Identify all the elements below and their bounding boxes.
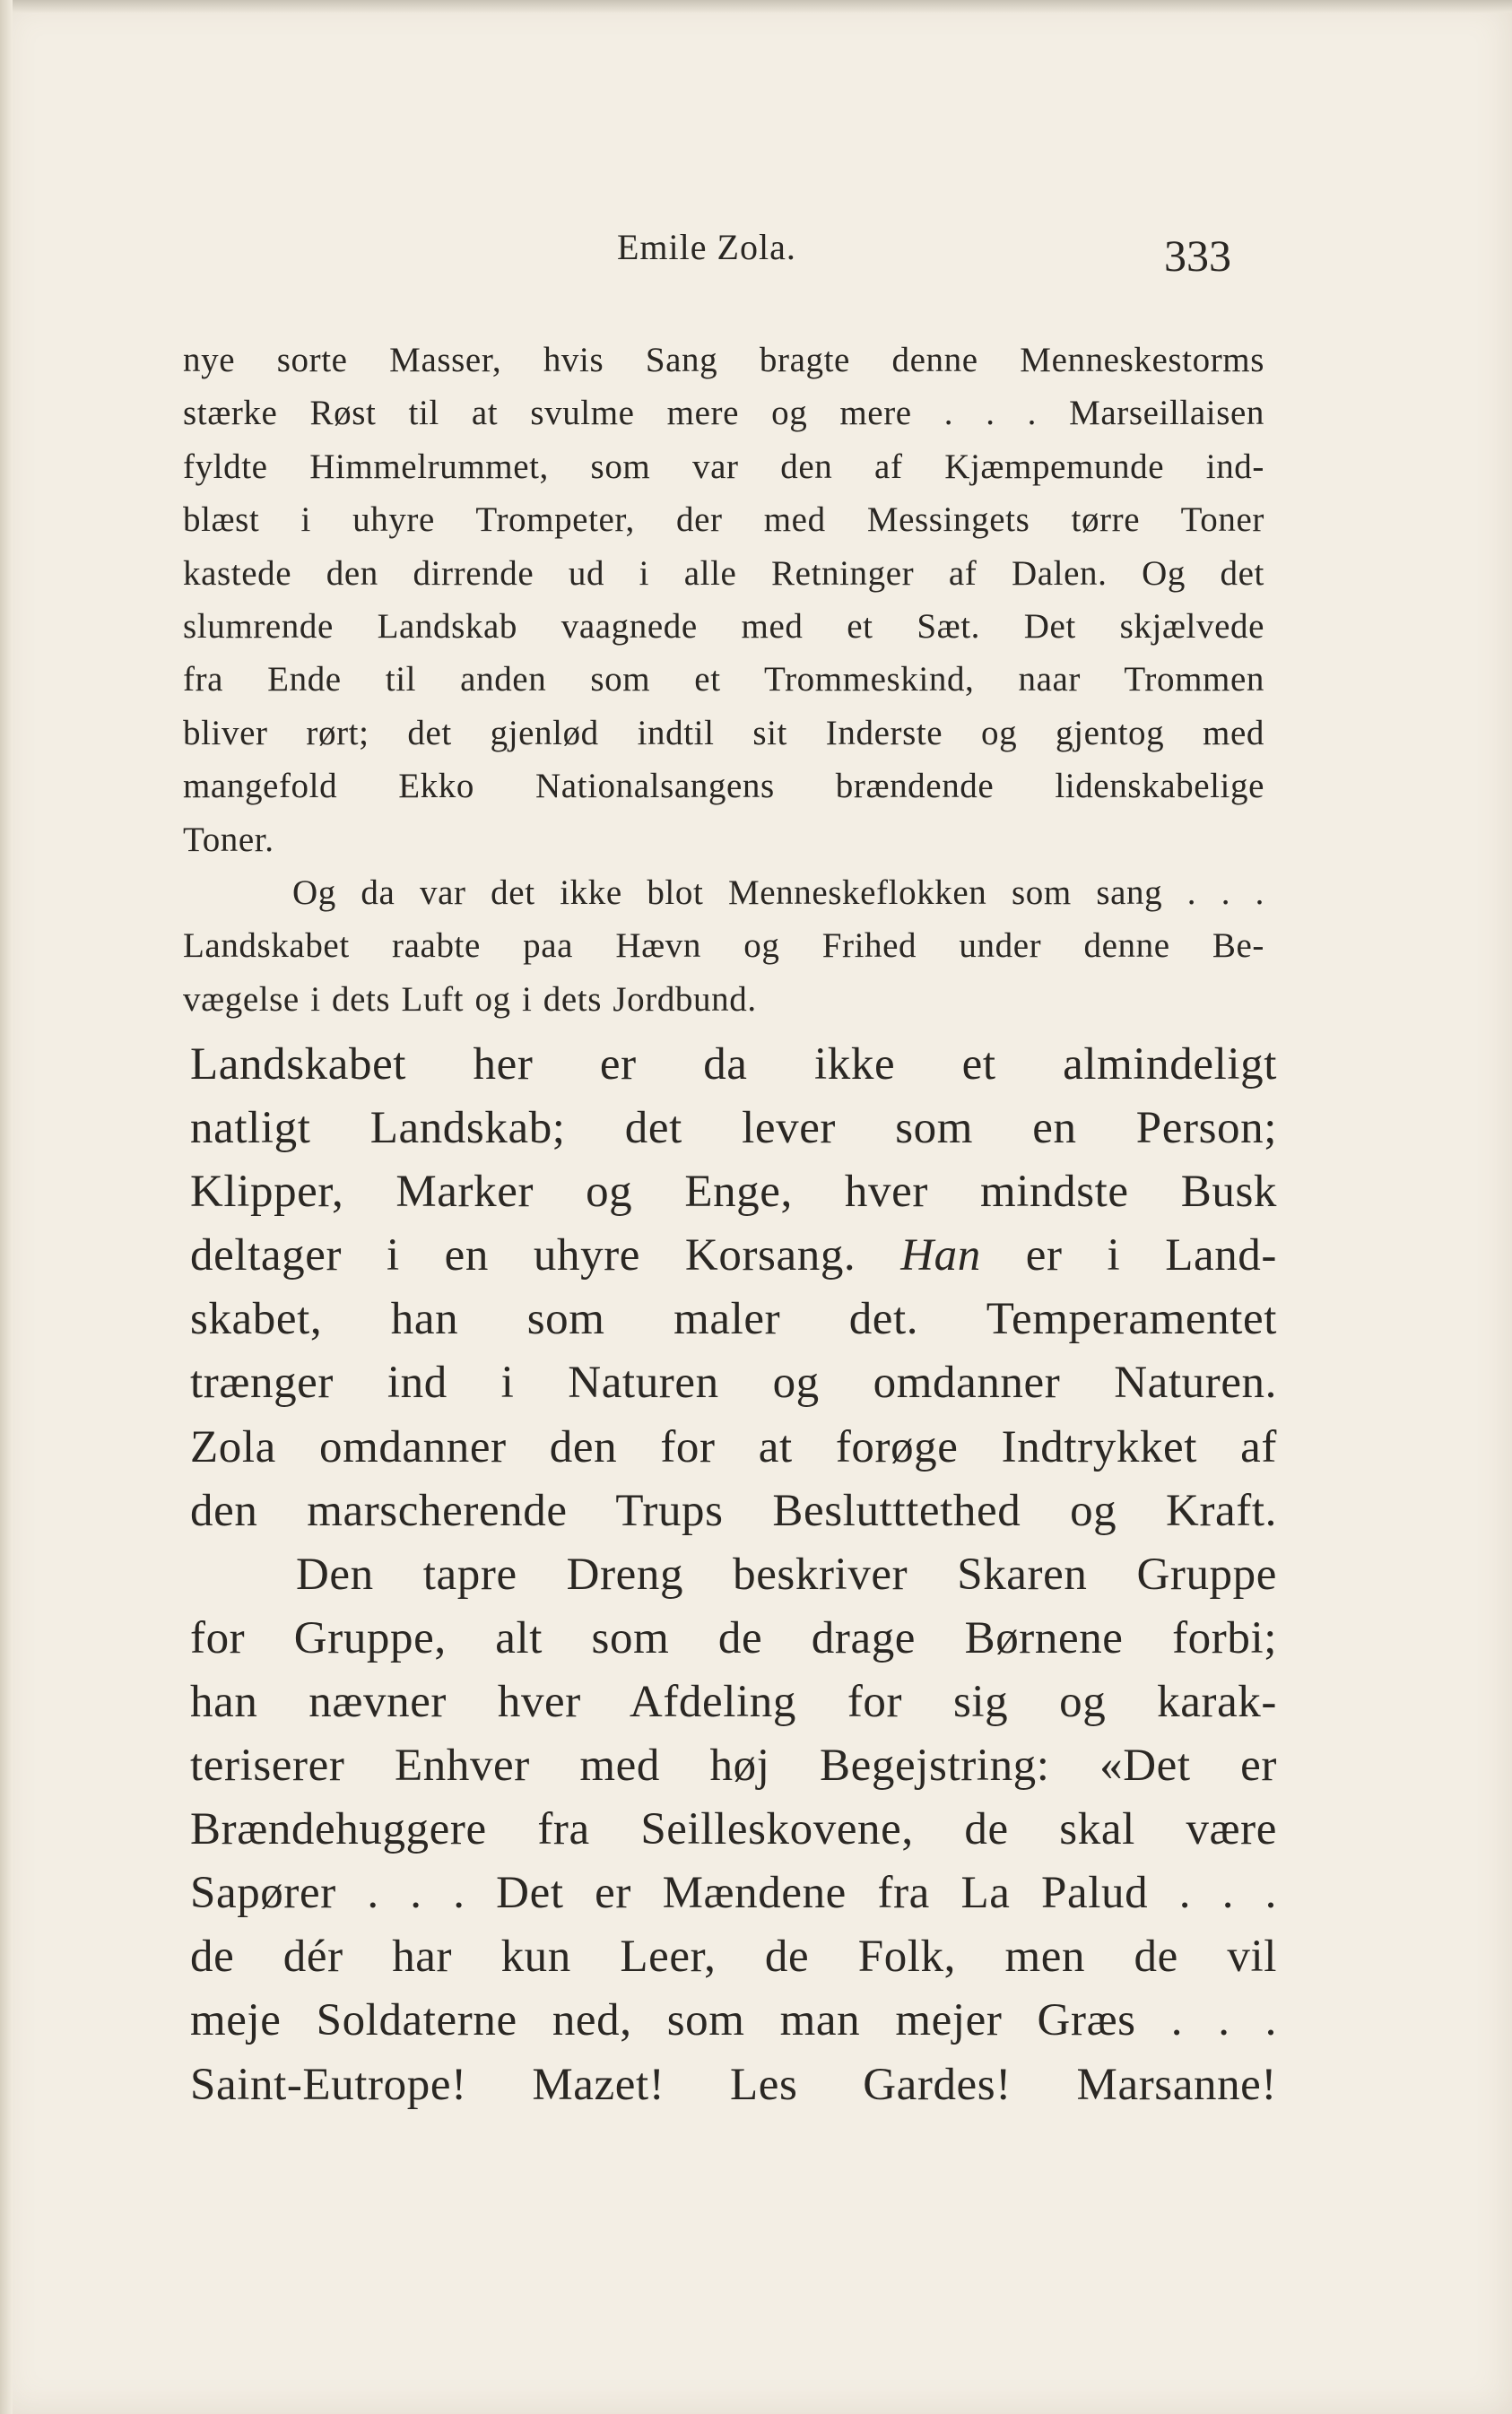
text-line: kastede den dirrende ud i alle Retninger af Dalen. Og det bbox=[183, 553, 1264, 593]
page-top-edge bbox=[0, 0, 1512, 13]
text-line: de dér har kun Leer, de Folk, men de vil bbox=[190, 1932, 1277, 1983]
text-line: nye sorte Masser, hvis Sang bragte denne Menneskestorms bbox=[183, 341, 1264, 379]
text-line: Landskabet raabte paa Hævn og Frihed under denne Be- bbox=[183, 926, 1264, 966]
text-line: han nævner hver Afdeling for sig og karak- bbox=[190, 1676, 1277, 1727]
text-line: vægelse i dets Luft og i dets Jordbund. bbox=[183, 979, 757, 1019]
text-line: Landskabet her er da ikke et almindeligt bbox=[190, 1039, 1277, 1090]
text-line: Klipper, Marker og Enge, hver mindste Busk bbox=[190, 1167, 1277, 1218]
page-number: 333 bbox=[1164, 230, 1231, 281]
text-line: slumrende Landskab vaagnede med et Sæt. Det skjælvede bbox=[183, 606, 1264, 646]
text-segment: er i Land- bbox=[1025, 1230, 1277, 1281]
text-line: Brændehuggere fra Seilleskovene, de skal være bbox=[190, 1804, 1277, 1855]
page-left-edge bbox=[0, 0, 13, 2414]
text-segment: deltager i en uhyre Korsang. bbox=[190, 1230, 856, 1281]
italic-word: Han bbox=[900, 1230, 981, 1281]
text-line: fra Ende til anden som et Trommeskind, naar Trommen bbox=[183, 660, 1264, 699]
text-line: Og da var det ikke blot Menneskeflokken som sang . . . bbox=[292, 873, 1264, 912]
text-line: fyldte Himmelrummet, som var den af Kjæmpemunde ind- bbox=[183, 447, 1264, 486]
text-line: Den tapre Dreng beskriver Skaren Gruppe bbox=[296, 1549, 1277, 1600]
text-line: meje Soldaterne ned, som man mejer Græs . . . bbox=[190, 1995, 1277, 2046]
text-line: blæst i uhyre Trompeter, der med Messingets tørre Toner bbox=[183, 500, 1264, 540]
quoted-passage bbox=[183, 334, 1264, 1026]
text-line: Saint-Eutrope! Mazet! Les Gardes! Marsanne! bbox=[190, 2059, 1277, 2110]
text-line: Zola omdanner den for at forøge Indtrykket af bbox=[190, 1421, 1277, 1472]
text-line-with-italic bbox=[190, 1224, 1277, 1288]
text-line: teriserer Enhver med høj Begejstring: «Det er bbox=[190, 1741, 1277, 1792]
main-body-text bbox=[190, 1033, 1277, 2117]
text-line: Toner. bbox=[183, 820, 274, 859]
running-head: Emile Zola. bbox=[617, 227, 796, 267]
text-line: bliver rørt; det gjenlød indtil sit Inderste og gjentog med bbox=[183, 713, 1264, 752]
text-line: Sapører . . . Det er Mændene fra La Palud . . . bbox=[190, 1868, 1277, 1919]
text-line: trænger ind i Naturen og omdanner Naturen. bbox=[190, 1358, 1277, 1409]
text-line: skabet, han som maler det. Temperamentet bbox=[190, 1294, 1277, 1345]
text-line: stærke Røst til at svulme mere og mere . . . Marseillaisen bbox=[183, 394, 1264, 433]
text-line: mangefold Ekko Nationalsangens brændende lidenskabelige bbox=[183, 767, 1264, 806]
text-line: for Gruppe, alt som de drage Børnene forbi; bbox=[190, 1612, 1277, 1663]
text-line: den marscherende Trups Beslutttethed og Kraft. bbox=[190, 1485, 1277, 1536]
text-line: natligt Landskab; det lever som en Person; bbox=[190, 1103, 1277, 1154]
